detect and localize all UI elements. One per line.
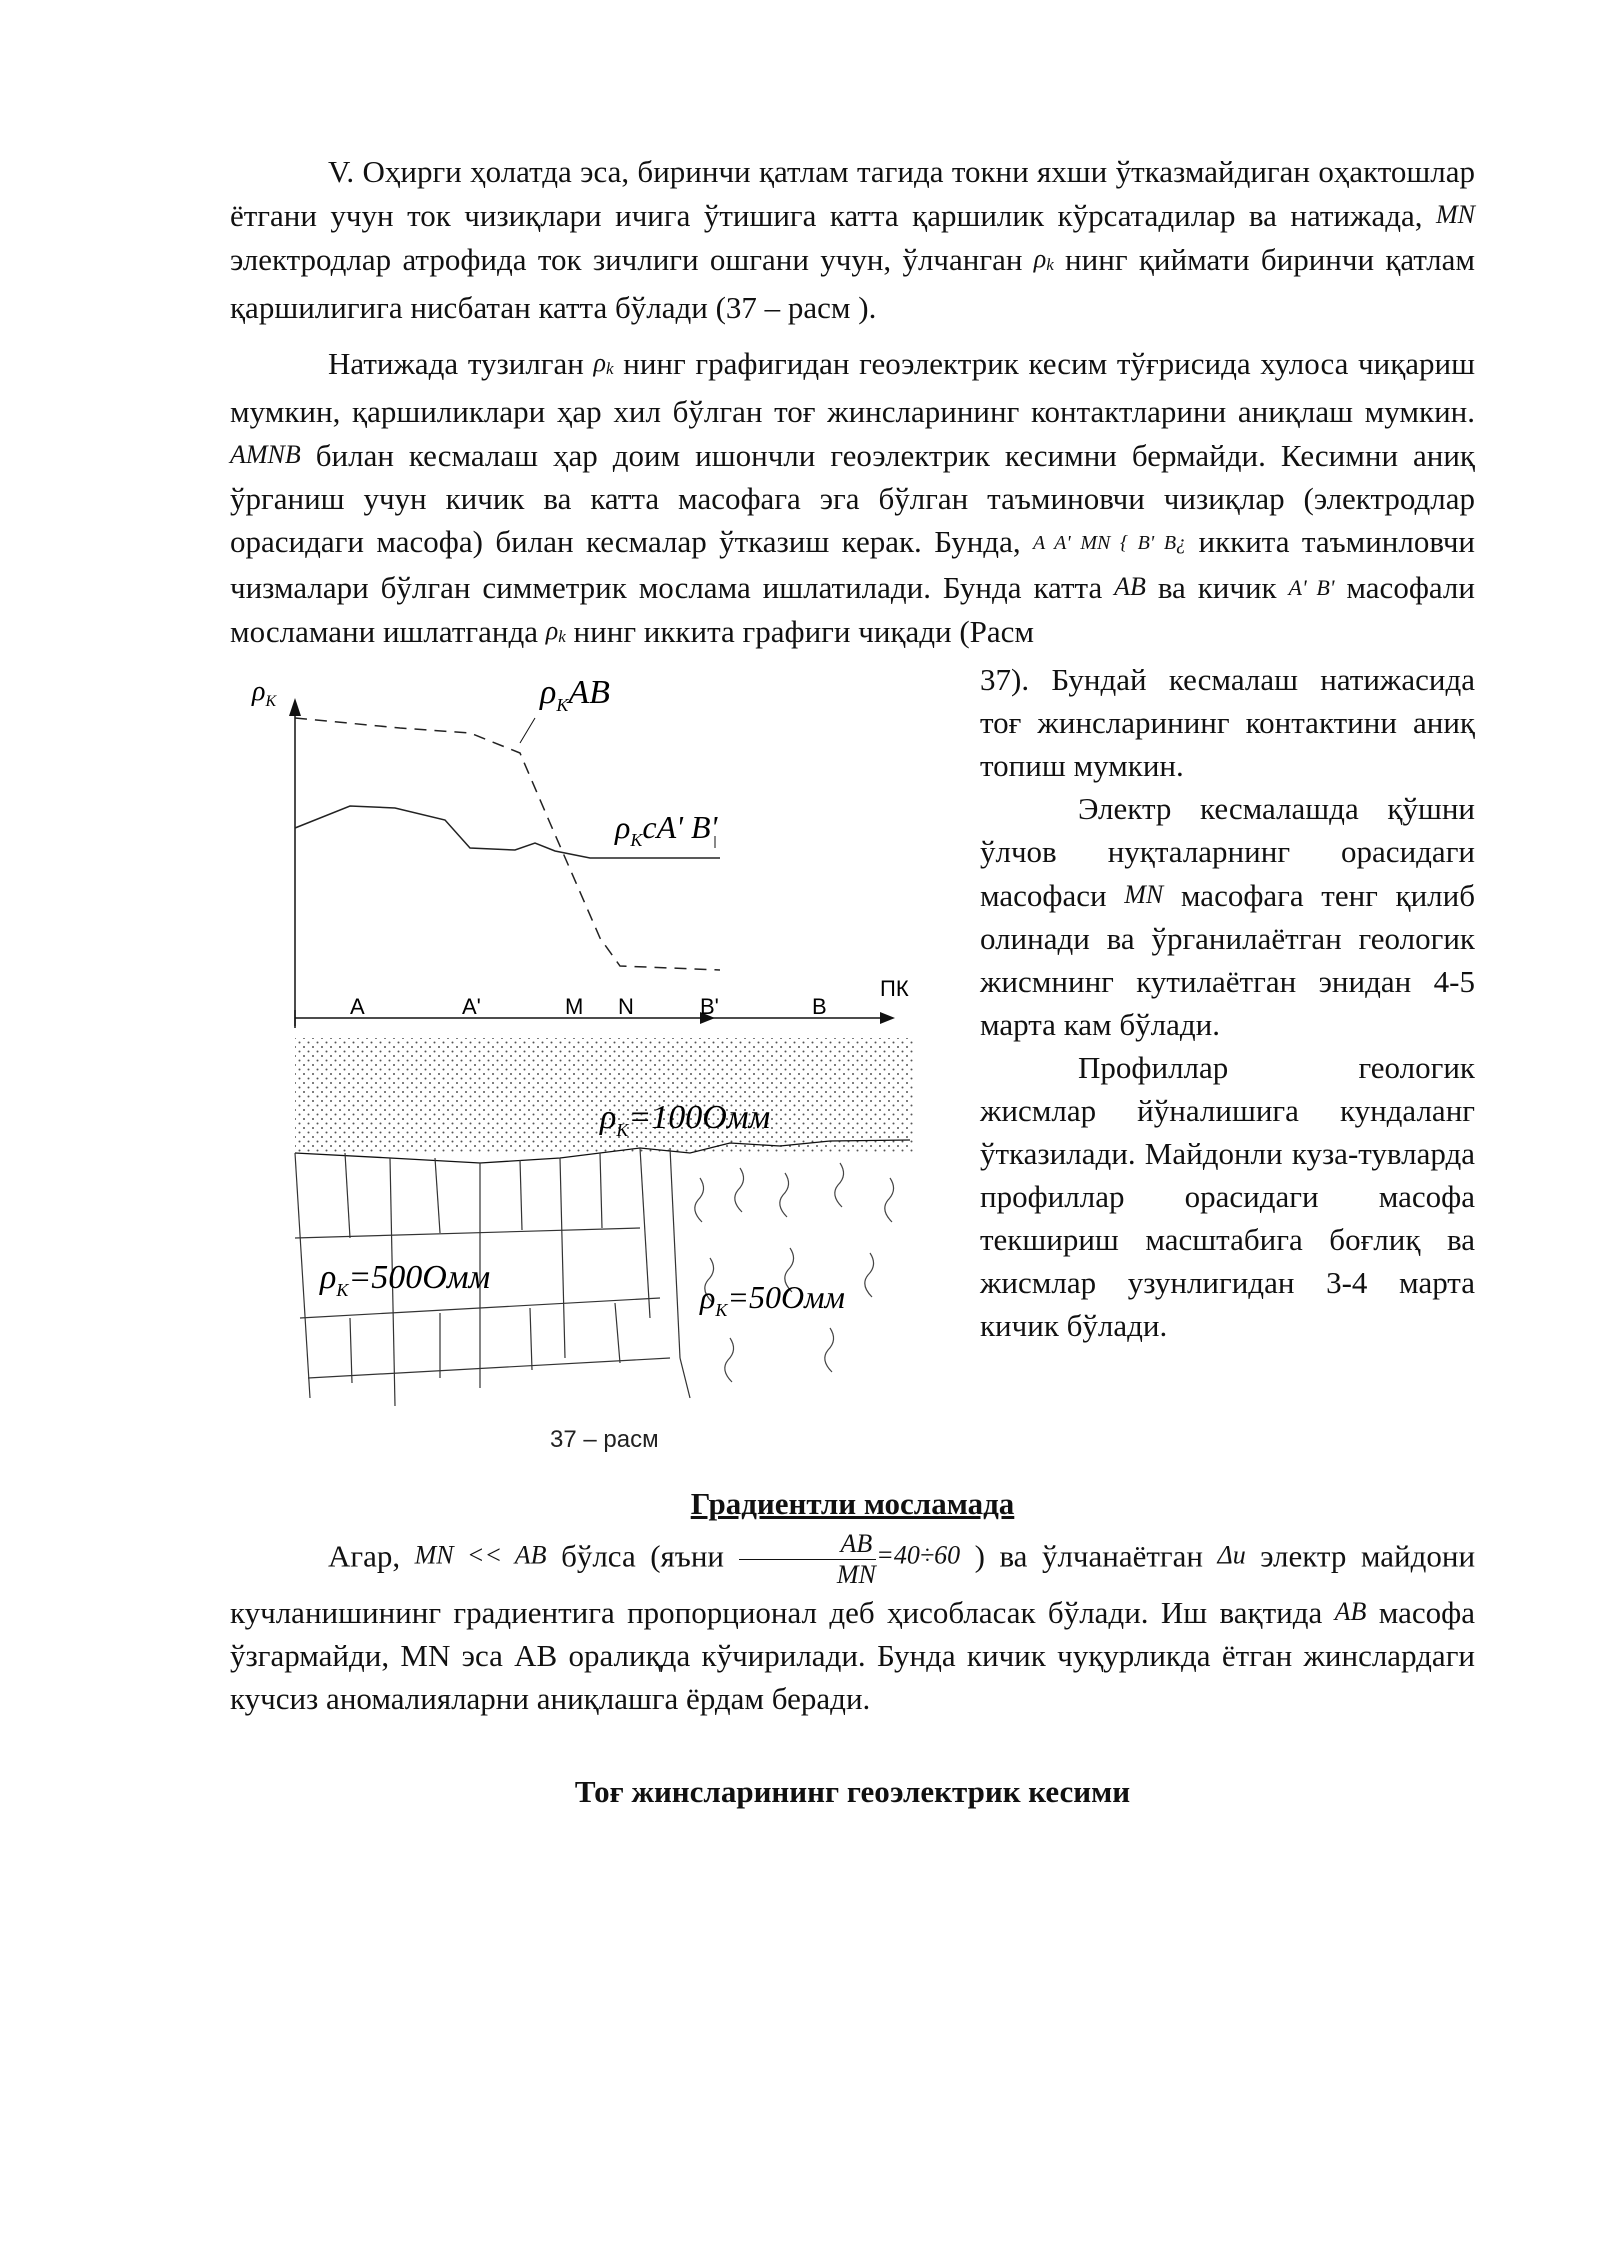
delta-u-symbol: Δu	[1217, 1540, 1246, 1570]
point-a: A	[350, 994, 365, 1019]
mn-symbol: MN	[1124, 880, 1164, 909]
ratio-fraction: $\frac{AB}{MN}$	[739, 1529, 877, 1590]
fractured-zone	[695, 1163, 894, 1382]
paragraph-3: Агар, MN << AB бўлса (яъни $\frac{AB}{MN}$ =40÷60 ) ва ўлчанаётган Δu электр майдони кучланишининг градиентига пропорционал деб ҳисобласак бўлади. Иш вақтида AB масофа ўзгармайди, MN эса AB оралиқда кўчирилади. Бунда кичик чуқурликда ётган жинслардаги кучсиз аномалияларни аниқлашга ёрдам беради.	[230, 1529, 1476, 1716]
figure-37	[230, 658, 980, 1468]
document-page	[230, 150, 1475, 1813]
side-paragraph-3: Профиллар геологик жисмлар йўналишига кундаланг ўтказилади. Майдонли куза-тувларда профиллар орасидаги масофа текшириш масштабига боғлиқ ва жисмлар узунлигидан 3-4 марта кичик бўлади.	[980, 1050, 1475, 1343]
layer-left-label: $\rho_K=500Омм$	[320, 1259, 491, 1300]
layer-right-label: $\rho_K=50Омм$	[700, 1279, 845, 1320]
ab-symbol: AB	[1114, 572, 1146, 601]
figure-block	[230, 658, 1475, 1468]
side-paragraph-1: 37). Бундай кесмалаш натижасида тоғ жинсларининг контактини аниқ топиш мумкин.	[980, 662, 1475, 783]
amnb-symbol: AMNB	[230, 440, 301, 469]
paragraph-1: V. Оҳирги ҳолатда эса, биринчи қатлам тагида токни яхши ўтказмайдиган оҳактошлар ётгани учун ток чизиқлари ичига ўтишига катта қаршилик кўрсатадилар ва натижада, MN электродлар атрофида ток зичлиги ошгани учун, ўлчанган ρk нинг қиймати биринчи қатлам қаршилигига нисбатан катта бўлади (37 – расм ).	[230, 154, 1476, 325]
ratio-value: =40÷60	[876, 1540, 961, 1570]
array-symbol: A A' MN { B' B¿	[1033, 532, 1187, 554]
rho-k-symbol: ρk	[593, 348, 614, 378]
mn-symbol: MN	[1436, 200, 1475, 229]
figure-caption: 37 – расм	[550, 1426, 659, 1453]
point-a-prime: A'	[462, 994, 481, 1019]
y-axis-label: $\rho_K$	[252, 676, 277, 710]
rho-k-symbol: ρk	[1033, 244, 1054, 274]
condition-formula: MN << AB	[414, 1540, 547, 1570]
layer-top-label: $\rho_K=100Омм$	[600, 1099, 771, 1140]
side-paragraph-2: Электр кесмалашда қўшни ўлчов нуқталарнинг орасидаги масофаси MN масофага тенг қилиб олинади ва ўрганилаётган геологик жисмнинг кутилаётган энидан 4-5 марта кам бўлади.	[980, 791, 1476, 1042]
point-b: B	[812, 994, 827, 1019]
section-heading-gradient: Градиентли мосламада	[690, 1486, 1015, 1521]
point-b-prime: B'	[700, 994, 719, 1019]
axis-end-label: ПК	[880, 976, 909, 1001]
curve-ab-label: $\rho_KAB$	[540, 674, 610, 715]
point-n: N	[618, 994, 634, 1019]
paragraph-2: Натижада тузилган ρk нинг графигидан геоэлектрик кесим тўғрисида хулоса чиқариш мумкин, қаршиликлари ҳар хил бўлган тоғ жинсларининг контактларини аниқлаш мумкин. AMNB билан кесмалаш ҳар доим ишончли геоэлектрик кесимни бермайди. Кесимни аниқ ўрганиш учун кичик ва катта масофага эга бўлган таъминовчи чизиқлар (электродлар орасидаги масофа) билан кесмалар ўтказиш керак. Бунда, A A' MN { B' B¿ иккита таъминловчи чизмалари бўлган симметрик мослама ишлатилади. Бунда катта AB ва кичик A' B' масофали мосламани ишлатганда ρk нинг иккита графиги чиқади (Расм	[230, 346, 1476, 649]
apbp-symbol: A' B'	[1288, 575, 1335, 600]
profile-diagram	[230, 658, 980, 1458]
side-text	[980, 658, 1475, 1468]
point-m: M	[565, 994, 584, 1019]
ab-symbol: AB	[1334, 1597, 1367, 1626]
rho-k-symbol: ρk	[545, 616, 566, 646]
curve-apbp-label: $\rho_KcA'$ B'	[615, 809, 718, 850]
section-heading-geoelectric: Тоғ жинсларининг геоэлектрик кесими	[574, 1774, 1131, 1809]
